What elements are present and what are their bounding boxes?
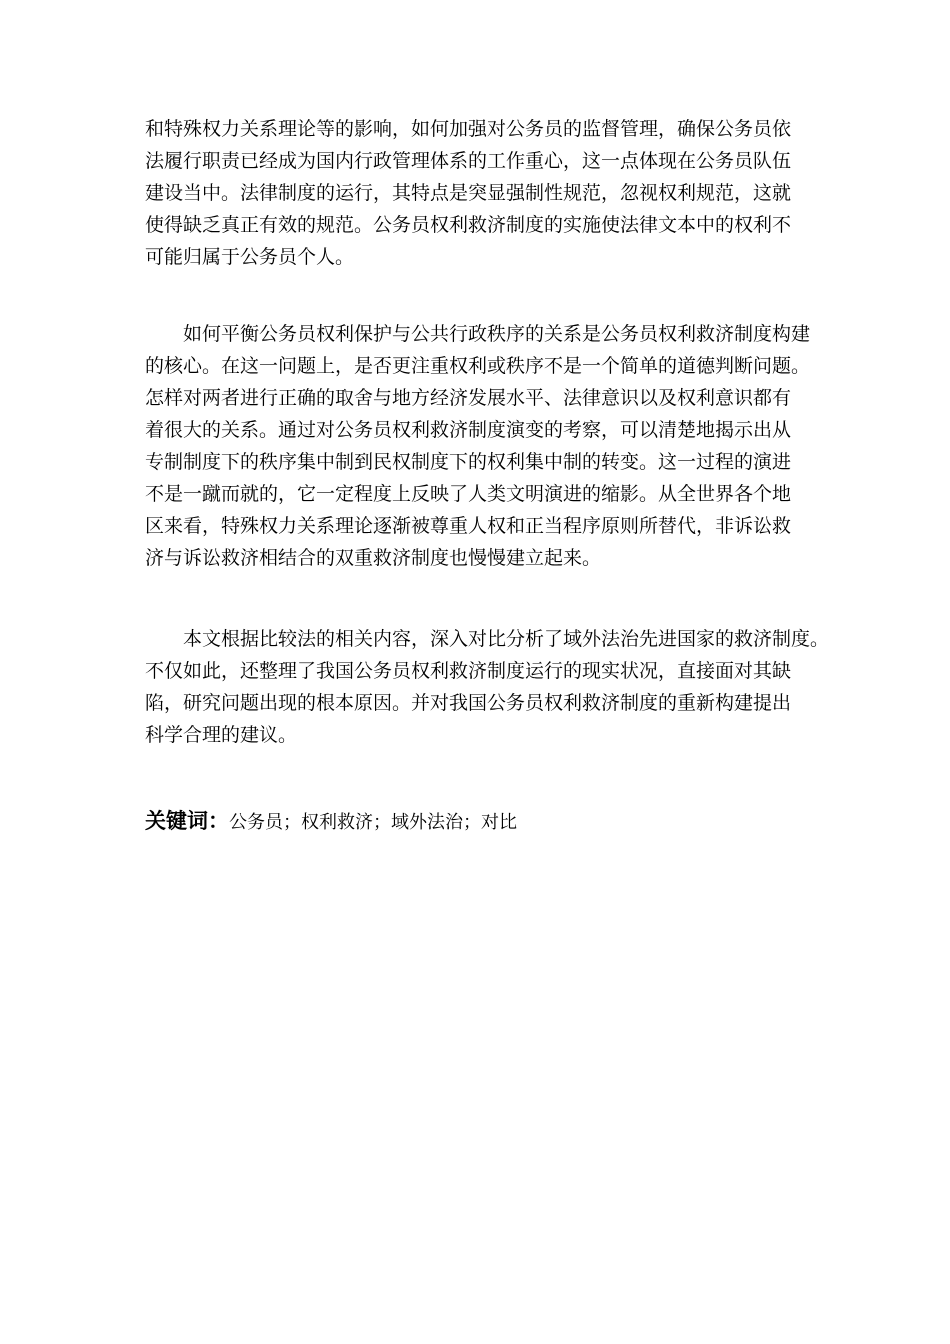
paragraph-summary xyxy=(145,623,830,751)
keywords-line xyxy=(145,805,517,839)
text-line: 法履行职责已经成为国内行政管理体系的工作重心，这一点体现在公务员队伍 xyxy=(145,150,792,172)
paragraph-balance xyxy=(145,318,830,574)
text-line: 使得缺乏真正有效的规范。公务员权利救济制度的实施使法律文本中的权利不 xyxy=(145,214,792,236)
text-line: 陷，研究问题出现的根本原因。并对我国公务员权利救济制度的重新构建提出 xyxy=(145,692,792,714)
keywords-values: 公务员；权利救济；域外法治；对比 xyxy=(229,812,517,833)
text-line: 如何平衡公务员权利保护与公共行政秩序的关系是公务员权利救济制度构建 xyxy=(183,323,811,345)
text-line: 科学合理的建议。 xyxy=(145,724,298,746)
text-line: 建设当中。法律制度的运行，其特点是突显强制性规范，忽视权利规范，这就 xyxy=(145,182,792,204)
text-line: 专制制度下的秩序集中制到民权制度下的权利集中制的转变。这一过程的演进 xyxy=(145,451,792,473)
text-line: 可能归属于公务员个人。 xyxy=(145,246,355,268)
keywords-label: 关键词： xyxy=(145,809,229,833)
text-line: 的核心。在这一问题上，是否更注重权利或秩序不是一个简单的道德判断问题。 xyxy=(145,355,811,377)
text-line: 济与诉讼救济相结合的双重救济制度也慢慢建立起来。 xyxy=(145,547,602,569)
text-line: 着很大的关系。通过对公务员权利救济制度演变的考察，可以清楚地揭示出从 xyxy=(145,419,792,441)
text-line: 区来看，特殊权力关系理论逐渐被尊重人权和正当程序原则所替代，非诉讼救 xyxy=(145,515,792,537)
text-line: 怎样对两者进行正确的取舍与地方经济发展水平、法律意识以及权利意识都有 xyxy=(145,387,792,409)
text-line: 和特殊权力关系理论等的影响，如何加强对公务员的监督管理，确保公务员依 xyxy=(145,118,792,140)
text-line: 本文根据比较法的相关内容，深入对比分析了域外法治先进国家的救济制度。 xyxy=(183,628,830,650)
paragraph-continued xyxy=(145,113,830,273)
text-line: 不仅如此，还整理了我国公务员权利救济制度运行的现实状况，直接面对其缺 xyxy=(145,660,792,682)
text-line: 不是一蹴而就的，它一定程度上反映了人类文明演进的缩影。从全世界各个地 xyxy=(145,483,792,505)
